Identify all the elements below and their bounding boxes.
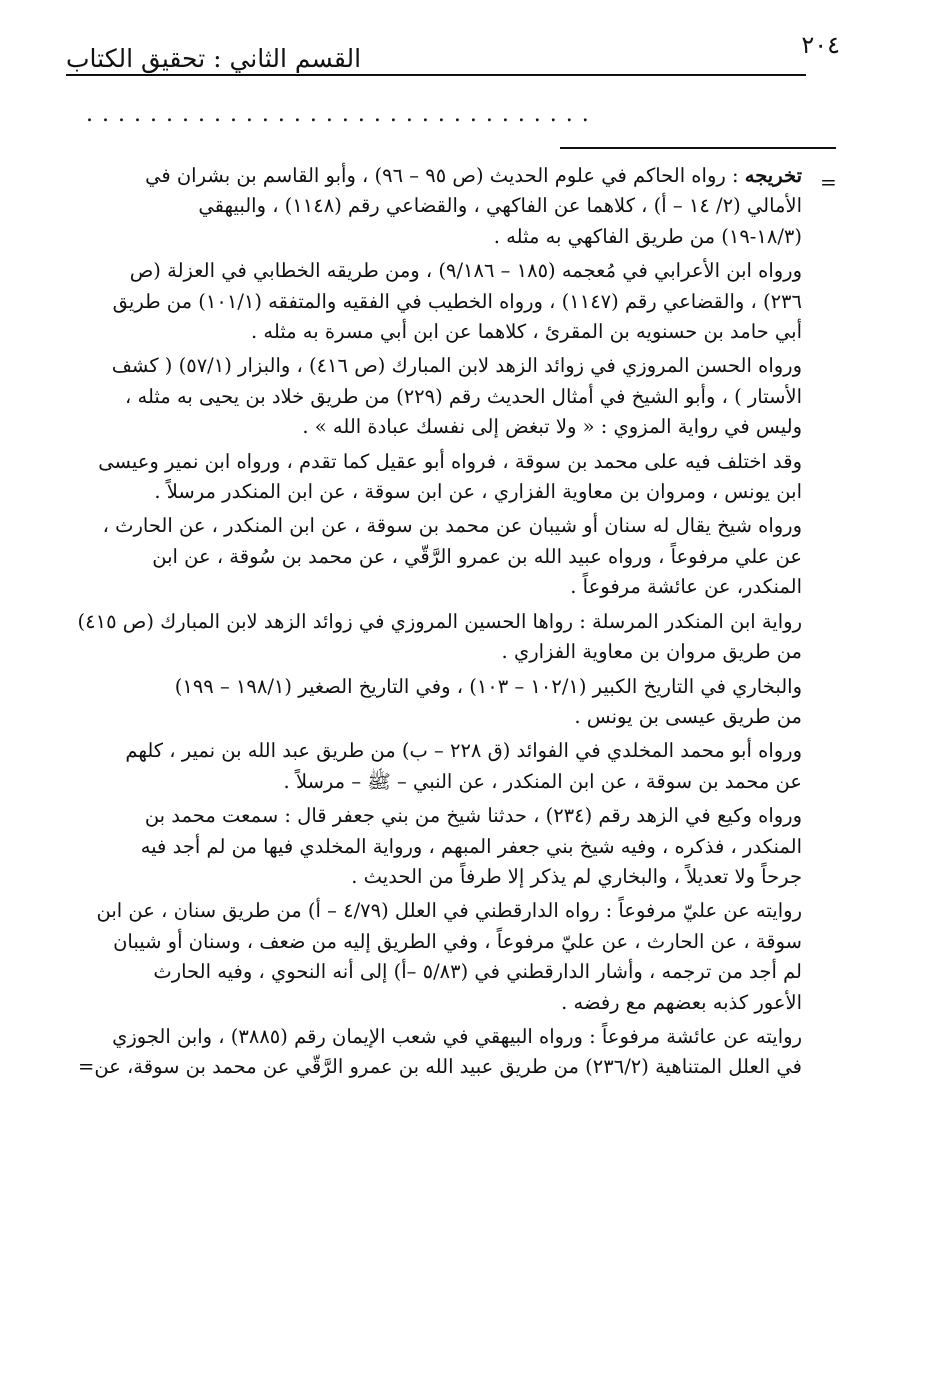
text-line [66, 862, 802, 892]
text-line [66, 542, 802, 572]
text-line [66, 672, 802, 702]
text-line [66, 191, 802, 221]
footnote-separator [560, 147, 836, 149]
line-text: عن علي مرفوعاً ، ورواه عبيد الله بن عمرو الرَّقّي ، عن محمد بن سُوقة ، عن ابن [152, 544, 802, 568]
text-line [66, 287, 802, 317]
footnote-paragraph [66, 896, 802, 1018]
line-text: عن محمد بن سوقة ، عن ابن المنكدر ، عن النبي – ﷺ – مرسلاً . [283, 769, 802, 793]
line-text: ٢٣٦) ، والقضاعي رقم (١١٤٧) ، ورواه الخطيب في الفقيه والمتفقه (١٠١/١) من طريق [112, 289, 802, 313]
text-line [66, 957, 802, 987]
line-text: ورواه أبو محمد المخلدي في الفوائد (ق ٢٢٨ – ب) من طريق عبد الله بن نمير ، كلهم [125, 739, 802, 763]
footnote-paragraph [66, 736, 802, 797]
running-title: القسم الثاني : تحقيق الكتاب [66, 44, 362, 73]
footnote-paragraph [66, 607, 802, 668]
footnote-paragraph [66, 1022, 802, 1083]
text-line [66, 637, 802, 667]
footnote-paragraph [66, 672, 802, 733]
line-text: الأستار ) ، وأبو الشيخ في أمثال الحديث رقم (٢٢٩) من طريق خلاد بن يحيى به مثله ، [125, 384, 802, 408]
line-text: المنكدر ، فذكره ، وفيه شيخ بني جعفر المبهم ، ورواية المخلدي فيها من لم أجد فيه [140, 834, 802, 858]
line-text: ورواه وكيع في الزهد رقم (٢٣٤) ، حدثنا شيخ من بني جعفر قال : سمعت محمد بن [144, 804, 802, 828]
footnote-paragraph [66, 801, 802, 892]
line-text: أبي حامد بن حسنويه بن المقرئ ، كلاهما عن ابن أبي مسرة به مثله . [250, 320, 802, 344]
text-line [66, 896, 802, 926]
line-text: من طريق مروان بن معاوية الفزاري . [501, 640, 802, 664]
line-text: وقد اختلف فيه على محمد بن سوقة ، فرواه أبو عقيل كما تقدم ، ورواه ابن نمير وعيسى [98, 449, 802, 473]
line-text: الأمالي (٢/ ١٤ – أ) ، كلاهما عن الفاكهي ، والقضاعي رقم (١١٤٨) ، والبيهقي [198, 194, 802, 218]
text-line [66, 832, 802, 862]
line-text: وليس في رواية المزوي : « ولا تبغض إلى نفسك عبادة الله » . [302, 415, 802, 439]
line-text: رواية ابن المنكدر المرسلة : رواها الحسين المروزي في زوائد الزهد لابن المبارك (ص ٤١٥) [77, 609, 802, 633]
text-line [66, 801, 802, 831]
footnote-body [66, 161, 802, 1083]
line-text: ورواه شيخ يقال له سنان أو شيبان عن محمد بن سوقة ، عن ابن المنكدر ، عن الحارث ، [102, 514, 802, 538]
footnote-paragraph [66, 511, 802, 602]
text-line [66, 1022, 802, 1052]
text-line [66, 1052, 802, 1082]
text-line [66, 382, 802, 412]
line-text: روايته عن عائشة مرفوعاً : ورواه البيهقي في شعب الإيمان رقم (٣٨٨٥) ، وابن الجوزي [112, 1024, 802, 1048]
footnote-paragraph [66, 351, 802, 442]
text-line [66, 317, 802, 347]
footnote-paragraph [66, 447, 802, 508]
line-text: (١٨/٣-١٩) من طريق الفاكهي به مثله . [493, 224, 802, 248]
line-text: : رواه الحاكم في علوم الحديث (ص ٩٥ – ٩٦) ، وأبو القاسم بن بشران في [145, 164, 745, 187]
line-text: لم أجد من ترجمه ، وأشار الدارقطني في (٥/٨٣ –أ) إلى أنه النحوي ، وفيه الحارث [153, 960, 802, 984]
line-text: روايته عن عليّ مرفوعاً : رواه الدارقطني في العلل (٤/٧٩ – أ) من طريق سنان ، عن ابن [96, 899, 802, 923]
footnote-paragraph [66, 161, 802, 252]
page-number: ٢٠٤ [801, 31, 840, 59]
text-line [66, 572, 802, 602]
line-text: سوقة ، عن الحارث ، عن عليّ مرفوعاً ، وفي الطريق إليه من ضعف ، وسنان أو شيبان [113, 929, 802, 953]
text-line [66, 161, 802, 191]
line-text: ورواه ابن الأعرابي في مُعجمه (١٨٥ – ٩/١٨٦) ، ومن طريقه الخطابي في العزلة (ص [129, 259, 802, 283]
text-line [66, 412, 802, 442]
text-line [66, 988, 802, 1018]
line-text: من طريق عيسى بن يونس . [574, 704, 802, 728]
text-line [66, 477, 802, 507]
text-line [66, 256, 802, 286]
text-line [66, 351, 802, 381]
line-text: الأعور كذبه بعضهم مع رفضه . [561, 990, 802, 1014]
footnote-paragraph [66, 256, 802, 347]
text-line [66, 607, 802, 637]
line-text: والبخاري في التاريخ الكبير (١٠٢/١ – ١٠٣) ، وفي التاريخ الصغير (١٩٨/١ – ١٩٩) [174, 674, 802, 698]
continuation-mark: = [820, 170, 837, 194]
text-line [66, 767, 802, 797]
ellipsis-line: ................................ [86, 102, 598, 127]
text-line [66, 222, 802, 252]
line-text: في العلل المتناهية (٢٣٦/٢) من طريق عبيد الله بن عمرو الرَّقّي عن محمد بن سوقة، عن= [77, 1055, 802, 1079]
header-rule [66, 74, 806, 76]
line-text: جرحاً ولا تعديلاً ، والبخاري لم يذكر إلا طرفاً من الحديث . [351, 864, 802, 888]
text-line [66, 702, 802, 732]
text-line [66, 927, 802, 957]
line-text: ابن يونس ، ومروان بن معاوية الفزاري ، عن ابن سوقة ، عن ابن المنكدر مرسلاً . [154, 480, 802, 504]
text-line [66, 511, 802, 541]
paragraph-lead: تخريجه [744, 164, 802, 187]
line-text: ورواه الحسن المروزي في زوائد الزهد لابن المبارك (ص ٤١٦) ، والبزار (٥٧/١) ( كشف [111, 354, 802, 378]
line-text: المنكدر، عن عائشة مرفوعاً . [570, 575, 802, 599]
text-line [66, 447, 802, 477]
text-line [66, 736, 802, 766]
